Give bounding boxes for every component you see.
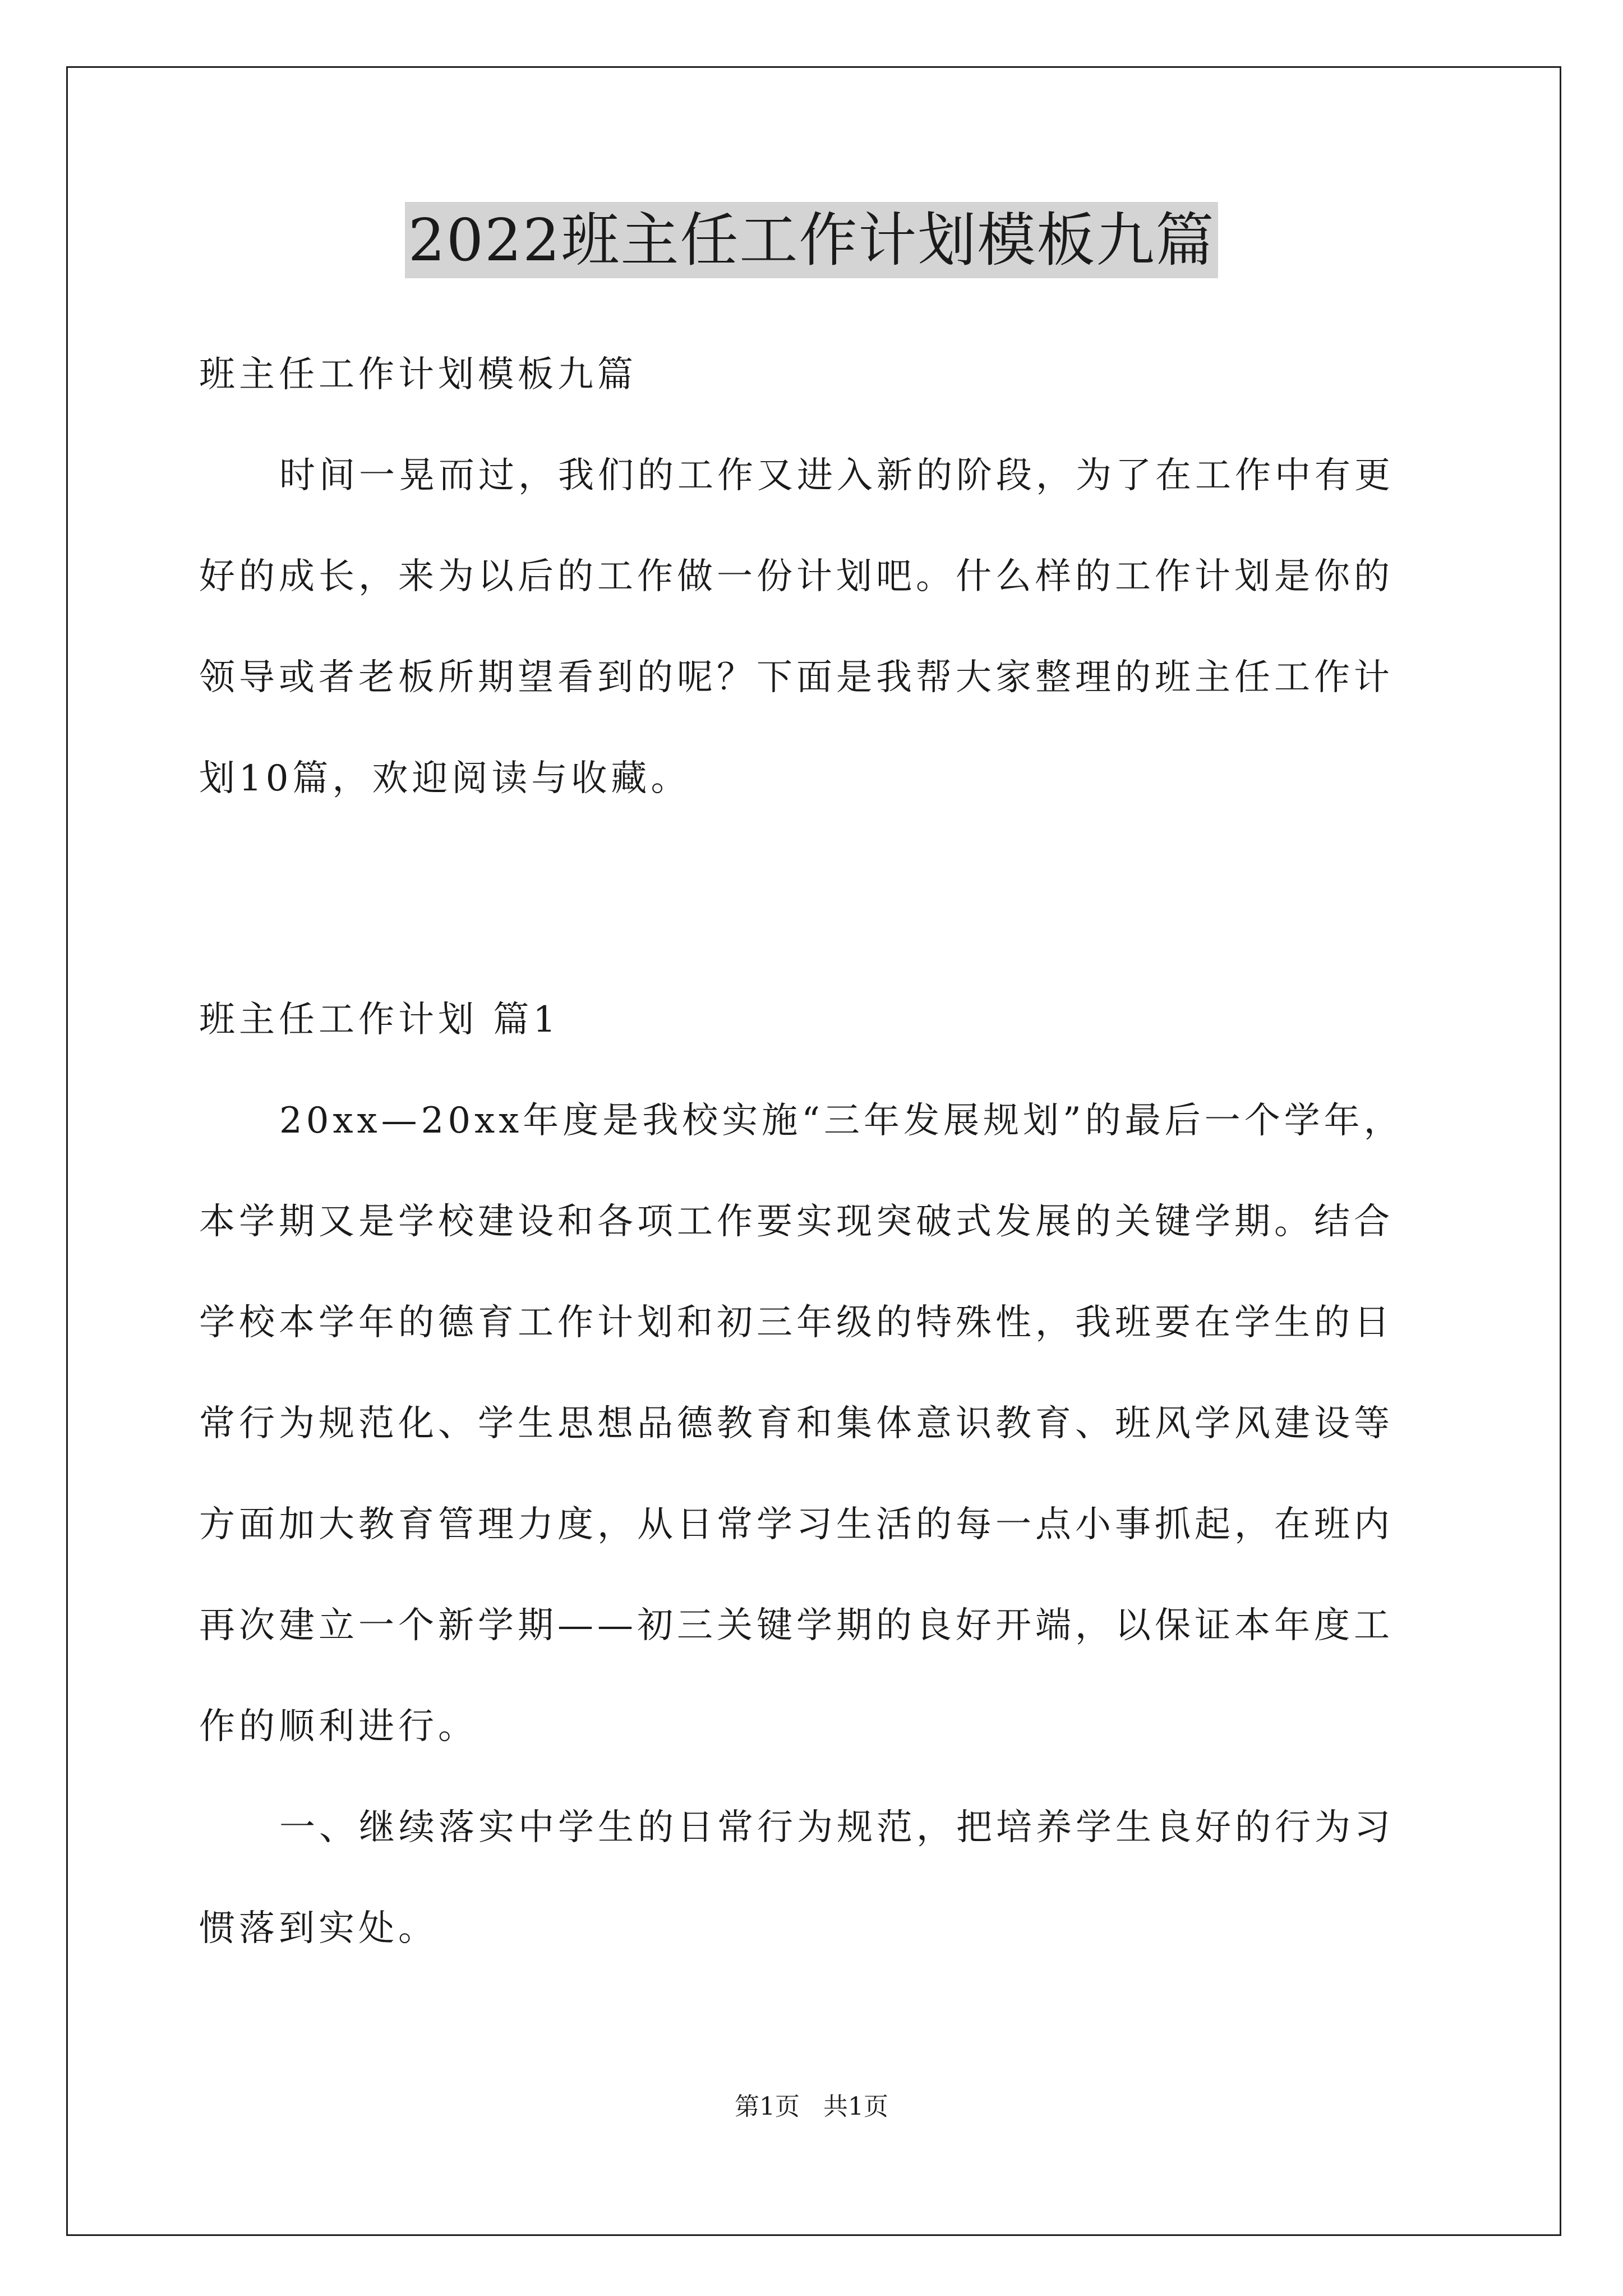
paragraph-line: 再次建立一个新学期——初三关键学期的良好开端，以保证本年度工 bbox=[199, 1605, 1394, 1646]
paragraph-line: 时间一晃而过，我们的工作又进入新的阶段，为了在工作中有更 bbox=[279, 455, 1394, 496]
paragraph-line: 好的成长，来为以后的工作做一份计划吧。什么样的工作计划是你的 bbox=[199, 556, 1394, 597]
paragraph-line: 一、继续落实中学生的日常行为规范，把培养学生良好的行为习 bbox=[279, 1807, 1394, 1848]
section-heading: 班主任工作计划 篇1 bbox=[199, 999, 560, 1041]
title-container bbox=[0, 202, 1623, 278]
paragraph-line: 方面加大教育管理力度，从日常学习生活的每一点小事抓起，在班内 bbox=[199, 1504, 1394, 1545]
paragraph-line: 作的顺利进行。 bbox=[199, 1706, 478, 1747]
page-footer: 第1页 共1页 bbox=[735, 2092, 888, 2121]
paragraph-line: 学校本学年的德育工作计划和初三年级的特殊性，我班要在学生的日 bbox=[199, 1302, 1394, 1343]
paragraph-line: 本学期又是学校建设和各项工作要实现突破式发展的关键学期。结合 bbox=[199, 1201, 1394, 1243]
document-title: 2022班主任工作计划模板九篇 bbox=[405, 202, 1219, 278]
paragraph-line: 惯落到实处。 bbox=[199, 1908, 438, 1949]
paragraph-line: 领导或者老板所期望看到的呢？下面是我帮大家整理的班主任工作计 bbox=[199, 657, 1394, 698]
paragraph-line: 20xx—20xx年度是我校实施“三年发展规划”的最后一个学年， bbox=[279, 1100, 1404, 1142]
paragraph-line: 划10篇，欢迎阅读与收藏。 bbox=[199, 758, 691, 799]
paragraph-line: 常行为规范化、学生思想品德教育和集体意识教育、班风学风建设等 bbox=[199, 1403, 1394, 1444]
document-subtitle: 班主任工作计划模板九篇 bbox=[199, 354, 637, 395]
